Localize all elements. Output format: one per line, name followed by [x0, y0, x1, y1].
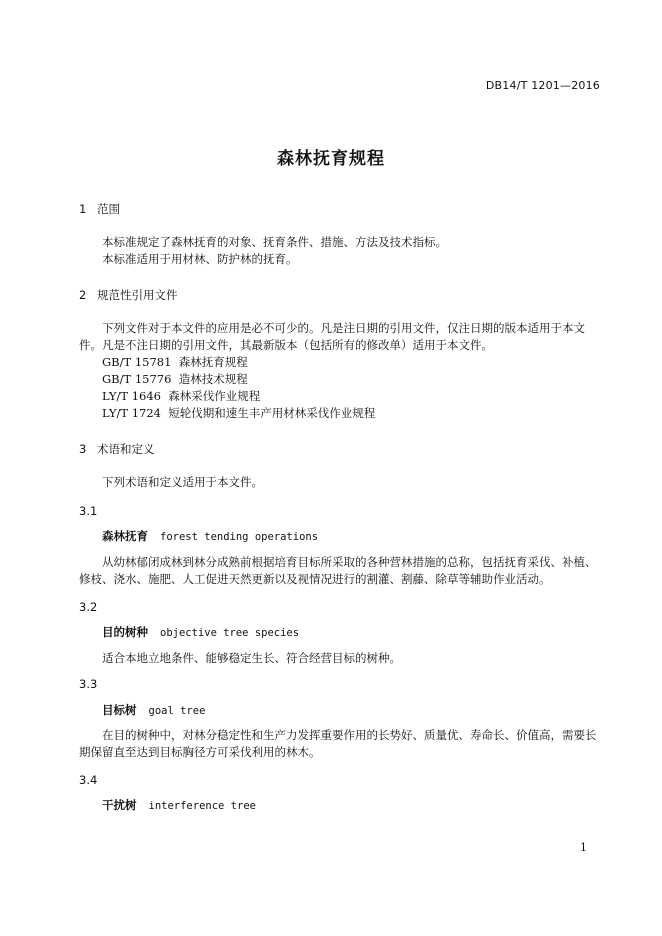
- term-definition: 从幼林郁闭成林到林分成熟前根据培育目标所采取的各种营林措施的总称，包括抚育采伐、补植、修枝、浇水、施肥、人工促进天然更新以及视情况进行的割灌、割藤、除草等辅助作业活动。: [79, 555, 597, 586]
- term-english: interference tree: [148, 800, 256, 812]
- term-chinese: 干扰树: [102, 798, 137, 812]
- reference-item: [102, 405, 375, 421]
- term-entry: [102, 797, 256, 813]
- term-number: 3.3: [79, 677, 98, 691]
- term-definition: 在目的树种中，对林分稳定性和生产力发挥重要作用的长势好、质量优、寿命长、价值高，需要长期保留直至达到目标胸径方可采伐利用的林木。: [79, 728, 597, 759]
- term-chinese: 目标树: [102, 703, 137, 717]
- section-title: 范围: [97, 202, 120, 216]
- term-entry: [102, 528, 318, 544]
- reference-item: [102, 371, 248, 387]
- reference-item: [102, 354, 248, 370]
- standard-code: DB14/T 1201—2016: [485, 79, 600, 92]
- paragraph: 本标准规定了森林抚育的对象、抚育条件、措施、方法及技术指标。: [102, 235, 447, 249]
- reference-name: 森林采伐作业规程: [168, 389, 261, 403]
- term-number: 3.4: [79, 773, 98, 787]
- term-english: goal tree: [148, 705, 206, 717]
- term-chinese: 森林抚育: [102, 529, 148, 543]
- term-chinese: 目的树种: [102, 625, 148, 639]
- reference-name: 短轮伐期和速生丰产用材林采伐作业规程: [168, 406, 376, 420]
- reference-code: GB/T 15776: [102, 372, 172, 386]
- paragraph: 本标准适用于用材林、防护林的抚育。: [102, 252, 298, 266]
- reference-code: LY/T 1724: [102, 406, 161, 420]
- term-english: forest tending operations: [160, 531, 319, 543]
- paragraph: 下列文件对于本文件的应用是必不可少的。凡是注日期的引用文件，仅注日期的版本适用于本文件。凡是不注日期的引用文件，其最新版本（包括所有的修改单）适用于本文件。: [79, 321, 585, 352]
- reference-code: GB/T 15781: [102, 355, 172, 369]
- term-entry: [102, 702, 205, 718]
- section-title: 规范性引用文件: [97, 288, 178, 302]
- reference-item: [102, 388, 260, 404]
- section-title: 术语和定义: [97, 442, 155, 456]
- reference-name: 森林抚育规程: [178, 355, 248, 369]
- term-number: 3.1: [79, 504, 98, 518]
- section-number: 1: [79, 202, 87, 216]
- term-english: objective tree species: [160, 627, 300, 639]
- reference-code: LY/T 1646: [102, 389, 161, 403]
- reference-name: 造林技术规程: [178, 372, 248, 386]
- section-number: 2: [79, 288, 87, 302]
- document-title: 森林抚育规程: [277, 149, 385, 169]
- term-number: 3.2: [79, 600, 98, 614]
- term-definition: 适合本地立地条件、能够稳定生长、符合经营目标的树种。: [102, 651, 401, 665]
- page-number: 1: [580, 841, 587, 854]
- section-heading-1: [79, 201, 120, 217]
- section-number: 3: [79, 442, 87, 456]
- paragraph: 下列术语和定义适用于本文件。: [102, 475, 263, 489]
- term-entry: [102, 624, 299, 640]
- section-heading-2: [79, 287, 178, 303]
- section-heading-3: [79, 441, 155, 457]
